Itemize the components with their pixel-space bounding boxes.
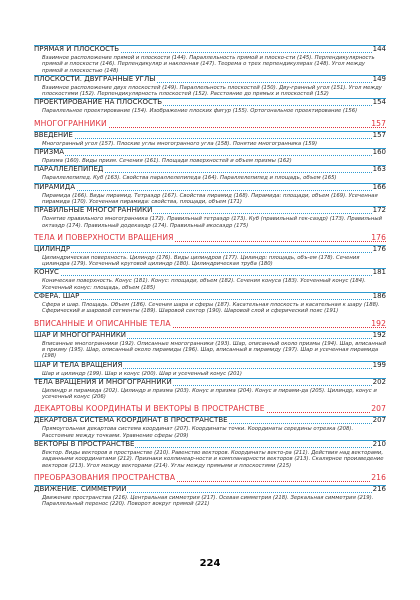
section-heading[interactable] (34, 246, 386, 255)
toc-section (34, 45, 386, 74)
toc-section (34, 98, 386, 114)
heading-title: ШАР И МНОГОГРАННИКИ (34, 331, 127, 339)
heading-title: МНОГОГРАННИКИ (34, 119, 107, 128)
heading-title: ДЕКАРТОВЫ КООРДИНАТЫ И ВЕКТОРЫ В ПРОСТРАНСТВЕ (34, 405, 265, 414)
section-heading[interactable] (34, 417, 386, 426)
heading-page: 216 (371, 473, 386, 482)
section-heading[interactable] (34, 166, 386, 175)
section-heading[interactable] (34, 332, 386, 341)
section-description: Взаимное расположение двух плоскостей (149). Параллельность плоскостей (150). Дву-гранный угол (151). Угол между плоскостями (152). Перпендикулярность плоскостей (152). Расстояние до прямых и плоскостей (152) (42, 84, 382, 98)
section-description: Взаимное расположение прямой и плоскости (144). Параллельность прямой и плоско-сти (145). Перпендикулярность прямой и плоскости (146). Перпендикуляр и наклонная (147). Теорема о трех перпендикулярах (148). Угол между прямой и плоскостью (148) (42, 55, 375, 74)
heading-page: 199 (372, 361, 386, 369)
heading-page: 181 (372, 269, 386, 277)
heading-title: ПИРАМИДА (34, 183, 76, 191)
section-description: Параллелепипед. Куб (163). Свойства параллелепипеда (164). Параллелепипед и площадь, объем (165) (42, 175, 337, 182)
section-heading[interactable] (34, 99, 386, 108)
section-heading[interactable] (34, 149, 386, 158)
toc-chapter (34, 470, 386, 484)
chapter-heading[interactable] (34, 320, 386, 330)
toc-chapter (34, 230, 386, 244)
heading-title: ШАР И ТЕЛА ВРАЩЕНИЯ (34, 361, 123, 369)
section-description: Цилиндрическая поверхность. Цилиндр (176). Виды цилиндров (177). Цилиндр: площадь, объ-ем (178). Сечения цилиндра (179). Усеченный круговой цилиндр (180). Цилиндрическая труба (180) (42, 254, 360, 268)
heading-title: ВВЕДЕНИЕ (34, 131, 73, 139)
section-description: Сфера и шар. Площадь. Объем (186). Сечения шара и сферы (187). Касательная плоскость и касательная к шару (188). Сферический и шаровой сегменты (189). Шаровой сектор (190). Шаровой слой и сферический пояс (191) (42, 302, 380, 315)
heading-title: ПРОЕКТИРОВАНИЕ НА ПЛОСКОСТЬ (34, 99, 163, 107)
heading-page: 210 (372, 441, 386, 449)
heading-page: 172 (372, 207, 386, 215)
heading-title: ЦИЛИНДР (34, 245, 71, 253)
toc-section (34, 75, 386, 98)
chapter-heading[interactable] (34, 474, 386, 484)
section-description: Прямоугольная декартова система координат (207). Координаты точки. Координаты середины отрезка (208). Расстояние между точками. Уравнение сферы (209) (42, 426, 354, 439)
toc-section (34, 268, 386, 291)
heading-title: ПРАВИЛЬНЫЕ МНОГОГРАННИКИ (34, 207, 153, 215)
chapter-heading[interactable] (34, 120, 386, 130)
heading-title: ПАРАЛЛЕЛЕПИПЕД (34, 166, 104, 174)
section-heading[interactable] (34, 132, 386, 141)
heading-page: 176 (372, 245, 386, 253)
section-heading[interactable] (34, 269, 386, 278)
section-description: Коническая поверхность. Конус (181). Конус: площади, объем (182). Сечения конуса (183). Усеченный конус (184). Усеченный конус: площадь, объем (185) (42, 278, 366, 291)
toc-chapter (34, 401, 386, 415)
toc-section (34, 206, 386, 229)
heading-page: 186 (372, 293, 386, 301)
heading-page: 207 (371, 405, 386, 414)
heading-title: ДВИЖЕНИЕ. СИММЕТРИИ (34, 485, 127, 493)
toc-section (34, 131, 386, 147)
heading-page: 192 (372, 331, 386, 339)
heading-title: ВПИСАННЫЕ И ОПИСАННЫЕ ТЕЛА (34, 319, 171, 328)
chapter-heading[interactable] (34, 405, 386, 415)
toc-section (34, 148, 386, 164)
heading-title: ПЛОСКОСТИ. ДВУГРАННЫЕ УГЛЫ (34, 75, 156, 83)
section-heading[interactable] (34, 362, 386, 371)
heading-title: ТЕЛА И ПОВЕРХНОСТИ ВРАЩЕНИЯ (34, 233, 174, 242)
page-number: 224 (199, 558, 221, 569)
heading-page: 166 (372, 183, 386, 191)
toc-section (34, 416, 386, 439)
chapter-heading[interactable] (34, 234, 386, 244)
section-heading[interactable] (34, 46, 386, 55)
toc-section (34, 361, 386, 377)
section-description: Цилиндр и пирамида (202). Цилиндр и призма (203). Конус и призма (204). Конус и пирами-да (205). Цилиндр, конус и усеченный конус (206) (42, 387, 377, 401)
toc-chapter (34, 316, 386, 330)
heading-page: 149 (372, 75, 386, 83)
heading-page: 192 (371, 319, 386, 328)
section-description: Вектор. Виды векторов в пространстве (210). Равенство векторов. Координаты векто-ра (211). Действия над векторами, заданными координатами (212). Признаки коллинеар-ности и компланарности векторов (213). Скалярное произведение векторов (213). Угол между векторами (214). Углы между прямыми и плоскостями (215) (42, 450, 384, 469)
toc-section (34, 245, 386, 268)
heading-title: КОНУС (34, 269, 59, 277)
section-heading[interactable] (34, 76, 386, 85)
heading-title: ТЕЛА ВРАЩЕНИЯ И МНОГОГРАННИКИ (34, 378, 172, 386)
section-description: Движение пространства (216). Центральная симметрия (217). Осевая симметрия (218). Зеркальная симметрия (219). Параллельный перенос (220). Поворот вокруг прямой (221) (42, 494, 374, 508)
heading-title: ДЕКАРТОВА СИСТЕМА КООРДИНАТ В ПРОСТРАНСТВЕ (34, 417, 228, 425)
heading-page: 144 (372, 46, 386, 53)
section-description: Призма (160). Виды призм. Сечения (161). Площади поверхностей и объем призмы (162) (42, 158, 292, 165)
heading-page: 160 (372, 149, 386, 157)
section-heading[interactable] (34, 184, 386, 193)
heading-page: 207 (372, 417, 386, 425)
toc-section (34, 292, 386, 315)
section-description: Понятие правильного многогранника (172). Правильный тетраэдр (173). Куб (правильный гек-саэдр) (173). Правильный октаэдр (174). Правильный додекаэдр (174). Правильный икосаэдр (175) (42, 216, 382, 229)
heading-page: 202 (372, 378, 386, 386)
section-description: Вписанные многогранники (192). Описанные многогранники (193). Шар, описанный около призмы (194). Шар, вписанный в призму (195). Шар, описанный около пирамиды (196). Шар, вписанный в пирамиду (197). Шар и усеченная пирамида (198) (42, 340, 386, 360)
toc-section (34, 331, 386, 360)
heading-page: 176 (371, 233, 386, 242)
toc-section (34, 183, 386, 206)
section-heading[interactable] (34, 207, 386, 216)
section-description: Параллельное проектирование (154). Изображение плоских фигур (155). Ортогональное проектирование (156) (42, 108, 358, 115)
heading-title: ПРИЗМА (34, 149, 65, 157)
section-heading[interactable] (34, 379, 386, 388)
toc-section (34, 378, 386, 401)
section-heading[interactable] (34, 441, 386, 450)
section-description: Пирамида (166). Виды пирамид. Тетраэдр (167). Свойства пирамид (168). Пирамида: площади, объем (169). Усеченная пирамида (170). Усеченная пирамида: свойства, площади, объем (171) (42, 192, 378, 205)
section-description: Многогранный угол (157). Плоские углы многогранного угла (158). Понятие многогранника (159) (42, 140, 318, 147)
section-description: Шар и цилиндр (199). Шар и конус (200). Шар и усеченный конус (201) (42, 370, 242, 377)
heading-page: 163 (372, 166, 386, 174)
heading-title: ПРЯМАЯ И ПЛОСКОСТЬ (34, 46, 120, 53)
heading-page: 154 (372, 99, 386, 107)
heading-page: 216 (372, 485, 386, 493)
toc-section (34, 485, 386, 508)
heading-page: 157 (372, 131, 386, 139)
toc-section (34, 440, 386, 469)
section-heading[interactable] (34, 293, 386, 302)
heading-title: СФЕРА. ШАР (34, 293, 80, 301)
toc-chapter (34, 116, 386, 130)
toc-section (34, 165, 386, 181)
heading-title: ВЕКТОРЫ В ПРОСТРАНСТВЕ (34, 441, 135, 449)
section-heading[interactable] (34, 486, 386, 495)
heading-title: ПРЕОБРАЗОВАНИЯ ПРОСТРАНСТВА (34, 473, 176, 482)
table-of-contents (34, 45, 386, 508)
heading-page: 157 (371, 119, 386, 128)
